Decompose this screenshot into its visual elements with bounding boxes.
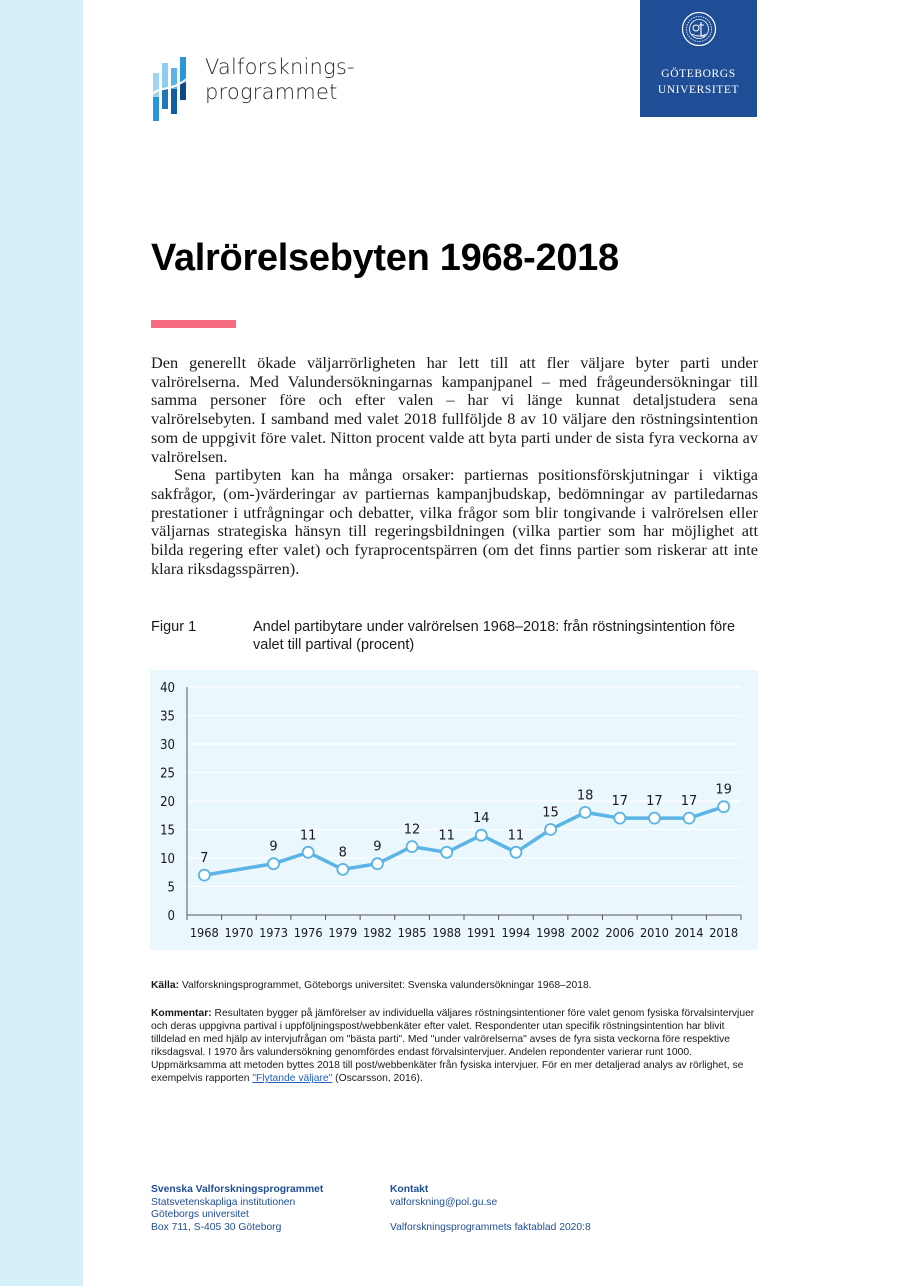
y-tick-label: 0 — [167, 909, 175, 924]
data-point-marker — [407, 841, 418, 852]
valforskningsprogrammet-logo — [151, 55, 391, 125]
footer-university: Göteborgs universitet — [151, 1209, 249, 1221]
footer-dept: Statsvetenskapliga institutionen — [151, 1196, 296, 1208]
data-point-marker — [649, 813, 660, 824]
y-tick-label: 10 — [160, 852, 175, 867]
footer-address — [151, 1184, 323, 1234]
x-tick-label: 2006 — [605, 925, 635, 940]
contact-email[interactable]: valforskning@pol.gu.se — [390, 1196, 498, 1208]
logo-line-2: programmet — [205, 80, 338, 104]
x-tick-label: 1994 — [501, 925, 531, 940]
flytande-valjare-link[interactable]: "Flytande väljare" — [252, 1073, 333, 1085]
university-name — [640, 66, 757, 98]
factsheet-series: Valforskningsprogrammets faktablad 2020:8 — [390, 1221, 591, 1233]
footer-contact — [390, 1184, 591, 1234]
logo-line-1: Valforsknings- — [205, 55, 355, 79]
x-tick-label: 1982 — [362, 925, 392, 940]
y-tick-label: 40 — [160, 681, 175, 696]
line-chart — [150, 670, 758, 950]
paragraph-2: Sena partibyten kan ha många orsaker: partiernas positionsförskjutningar i viktiga sakfrågor, (om-)värderingar av partiernas kampanjbudskap, bedömningar av partiledarnas prestationer i utfrågningar och debatter, vilka frågor som blir tongivande i valrörelsen eller väljarnas strategiska hänsyn till regeringsbildningen (vilka partier som har möjlighet att bilda regering efter valet) och fyraprocentspärren (om det finns partier som riskerar att inte klara riksdagsspärren). — [151, 465, 758, 578]
bar-chart-logo-icon — [151, 55, 191, 123]
x-tick-label: 1985 — [397, 925, 427, 940]
y-tick-label: 25 — [160, 766, 175, 782]
source-text: Valforskningsprogrammet, Göteborgs universitet: Svenska valundersökningar 1968–2018. — [179, 980, 592, 991]
data-point-marker — [476, 830, 487, 841]
footer-spacer — [390, 1209, 591, 1222]
university-seal-icon — [681, 11, 717, 47]
x-tick-label: 1968 — [189, 925, 219, 940]
figure-title: Andel partibytare under valrörelsen 1968–2018: från röstningsintention före valet till partival (procent) — [253, 619, 736, 653]
y-tick-label: 20 — [160, 795, 175, 810]
contact-heading: Kontakt — [390, 1184, 429, 1195]
data-point-marker — [337, 864, 348, 875]
x-tick-label: 1970 — [224, 925, 254, 940]
figure-label: Figur 1 — [151, 619, 197, 635]
source-note — [151, 979, 758, 992]
university-name-line-1: GÖTEBORGS — [661, 68, 736, 80]
comment-text: Resultaten bygger på jämförelser av individuella väljares röstningsintentioner före valet genom fysiska förvalsintervjuer och deras uppgivna partival i uppföljningspost/webbenkäter efter valet. Respondenter utan specifik röstningsintention har blivit tilldelad en med hjälp av intervjufrågan om "bästa parti". Med "under valrörelserna" avses de fyra sista veckorna före respektive riksdagsval. I 1970 års valundersökning genomfördes endast förvalsintervjuer. Andelen repondenter varierar runt 1000. Uppmärksamma att metoden byttes 2018 till post/webbenkäter från fysiska intervjuer. För en mer detaljerad analys av rörlighet, se exempelvis rapporten — [151, 1008, 755, 1085]
y-tick-label: 30 — [160, 738, 175, 753]
comment-note — [151, 1007, 758, 1086]
data-point-marker — [441, 847, 452, 858]
goteborgs-universitet-logo — [640, 0, 757, 117]
x-tick-label: 1998 — [536, 925, 566, 940]
data-point-marker — [303, 847, 314, 858]
y-tick-label: 15 — [160, 823, 175, 839]
data-label: 11 — [507, 828, 525, 844]
data-label: 17 — [680, 794, 698, 810]
chart-canvas — [150, 670, 758, 950]
x-tick-label: 2014 — [674, 925, 704, 940]
data-label: 19 — [715, 782, 732, 798]
data-label: 9 — [269, 839, 278, 855]
x-tick-label: 2002 — [570, 925, 600, 940]
data-point-marker — [510, 847, 521, 858]
data-point-marker — [372, 858, 383, 869]
data-point-marker — [580, 807, 591, 818]
data-label: 18 — [576, 788, 594, 804]
y-tick-label: 5 — [167, 880, 175, 896]
data-label: 15 — [542, 805, 559, 821]
comment-citation: (Oscarsson, 2016). — [332, 1073, 423, 1085]
data-label: 17 — [611, 794, 629, 810]
data-point-marker — [268, 858, 279, 869]
university-name-line-2: UNIVERSITET — [657, 84, 740, 96]
footer-postal-address: Box 711, S-405 30 Göteborg — [151, 1221, 282, 1233]
source-label: Källa: — [151, 980, 180, 991]
y-tick-label: 35 — [160, 709, 175, 725]
data-label: 11 — [438, 828, 455, 844]
data-line — [204, 807, 723, 875]
data-label: 11 — [299, 828, 317, 844]
intro-text — [151, 354, 758, 578]
left-sidebar-band — [0, 0, 83, 1286]
data-label: 14 — [473, 811, 490, 827]
comment-label: Kommentar: — [151, 1008, 212, 1019]
data-label: 8 — [338, 845, 347, 861]
data-label: 9 — [373, 839, 382, 855]
x-tick-label: 1976 — [293, 925, 323, 940]
data-point-marker — [545, 824, 556, 835]
footer-org-name: Svenska Valforskningsprogrammet — [151, 1184, 324, 1195]
x-tick-label: 1988 — [432, 925, 462, 940]
x-tick-label: 2018 — [709, 925, 739, 940]
paragraph-1: Den generellt ökade väljarrörligheten har lett till att fler väljare byter parti under valrörelserna. Med Valundersökningarnas kampanjpanel – med frågeundersökningar till samma personer före och efter valen – har vi länge kunnat detaljstudera sena valrörelsebyten. I samband med valet 2018 fullföljde 8 av 10 väljare den röstningsintention som de uppgivit före valet. Nitton procent valde att byta parti under de sista fyra veckorna av valrörelsen. — [151, 353, 758, 466]
data-point-marker — [718, 801, 729, 812]
data-point-marker — [684, 813, 695, 824]
data-point-marker — [199, 870, 210, 881]
x-tick-label: 1979 — [328, 925, 358, 940]
x-tick-label: 1991 — [466, 925, 496, 940]
x-tick-label: 1973 — [259, 925, 289, 940]
data-label: 12 — [403, 822, 421, 838]
x-tick-label: 2010 — [639, 925, 669, 940]
title-accent-bar — [151, 320, 236, 328]
data-label: 7 — [200, 851, 209, 867]
logo-wordmark — [205, 55, 355, 105]
data-label: 17 — [646, 794, 663, 810]
data-point-marker — [614, 813, 625, 824]
page-title: Valrörelsebyten 1968-2018 — [151, 237, 619, 279]
